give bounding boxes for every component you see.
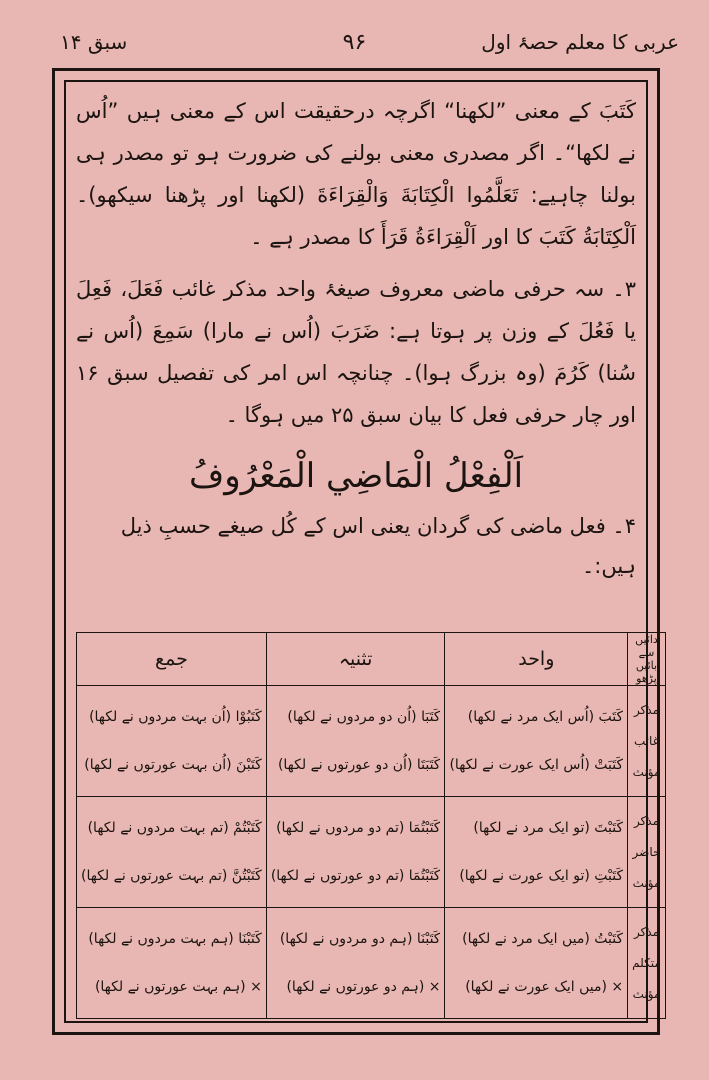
form-text: کَتَبْتُ (میں ایک مرد نے لکھا) <box>462 931 624 947</box>
page-content <box>76 90 636 596</box>
wahid-cell <box>445 797 628 908</box>
gender-label: مذکر <box>633 814 659 828</box>
wahid-cell <box>445 686 628 797</box>
gender-label: مؤنث <box>632 987 661 1001</box>
conjugation-table <box>76 632 666 1019</box>
gender-label: مذکر <box>633 703 659 717</box>
wahid-cell <box>445 908 628 1019</box>
table-row <box>77 908 666 1019</box>
book-title: عربی کا معلم حصۂ اول <box>481 30 679 54</box>
paragraph-masdar: کَتَبَ کے معنی ”لکھنا“ اگرچہ درحقیقت اس کے معنی ہیں ”اُس نے لکھا“۔ اگر مصدری معنی بولنے کی ضرورت ہو تو مصدر ہی بولنا چاہیے: تَعَلَّمُوا الْكِتَابَةَ وَالْقِرَاءَةَ (لکھنا اور پڑھنا سیکھو)۔ اَلْكِتَابَةُ کَتَبَ کا اور اَلْقِرَاءَةُ قَرَأَ کا مصدر ہے ۔ <box>76 99 636 249</box>
tasniya-cell <box>266 686 445 797</box>
form-text: کَتَبَتْ (اُس ایک عورت نے لکھا) <box>449 757 624 773</box>
person-label: متکلم <box>632 956 661 970</box>
lesson-label: سبق ۱۴ <box>60 30 128 54</box>
form-text: کَتَبْتُنَّ (تم بہت عورتوں نے لکھا) <box>81 868 262 884</box>
form-text: × (ہم بہت عورتوں نے لکھا) <box>94 979 262 995</box>
header-wahid: واحد <box>445 633 628 686</box>
tasniya-cell <box>266 908 445 1019</box>
section-heading: اَلْفِعْلُ الْمَاضِي الْمَعْرُوفُ <box>188 456 524 496</box>
corner-header: دائیں سے بائیں پڑھو <box>628 633 666 686</box>
tasniya-cell <box>266 797 445 908</box>
person-cell <box>628 686 666 797</box>
form-text: کَتَبْتِ (تو ایک عورت نے لکھا) <box>459 868 624 884</box>
table-row <box>77 797 666 908</box>
page-number: ۹۶ <box>342 30 367 55</box>
header-jama: جمع <box>77 633 267 686</box>
person-label: حاضر <box>632 845 661 859</box>
form-text: × (میں ایک عورت نے لکھا) <box>465 979 624 995</box>
gender-label: مؤنث <box>632 876 661 890</box>
form-text: کَتَبْتُمَا (تم دو مردوں نے لکھا) <box>276 820 441 836</box>
form-text: کَتَبُوْا (اُن بہت مردوں نے لکھا) <box>89 709 262 725</box>
header-tasniya: تثنیہ <box>266 633 445 686</box>
form-text: کَتَبَا (اُن دو مردوں نے لکھا) <box>287 709 441 725</box>
person-cell <box>628 908 666 1019</box>
table-header-row <box>77 633 666 686</box>
form-text: کَتَبْنَا (ہم بہت مردوں نے لکھا) <box>88 931 262 947</box>
form-text: کَتَبْتَ (تو ایک مرد نے لکھا) <box>473 820 624 836</box>
form-text: کَتَبَ (اُس ایک مرد نے لکھا) <box>467 709 624 725</box>
jama-cell <box>77 686 267 797</box>
gender-label: مذکر <box>633 925 659 939</box>
paragraph-3: ۳۔ سہ حرفی ماضی معروف صیغۂ واحد مذکر غائب فَعَلَ، فَعِلَ یا فَعُلَ کے وزن پر ہوتا ہے: ضَرَبَ (اُس نے مارا) سَمِعَ (اُس نے سُنا) کَرُمَ (وہ بزرگ ہوا)۔ چنانچہ اس امر کی تفصیل سبق ۱۶ اور چار حرفی فعل کا بیان سبق ۲۵ میں ہوگا ۔ <box>76 277 636 427</box>
form-text: کَتَبْتُمَا (تم دو عورتوں نے لکھا) <box>270 868 441 884</box>
form-text: کَتَبَتَا (اُن دو عورتوں نے لکھا) <box>277 757 441 773</box>
jama-cell <box>77 797 267 908</box>
form-text: کَتَبْتُمْ (تم بہت مردوں نے لکھا) <box>87 820 262 836</box>
table-row <box>77 686 666 797</box>
jama-cell <box>77 908 267 1019</box>
person-cell <box>628 797 666 908</box>
form-text: کَتَبْنَ (اُن بہت عورتوں نے لکھا) <box>84 757 262 773</box>
form-text: × (ہم دو عورتوں نے لکھا) <box>286 979 441 995</box>
form-text: کَتَبْنَا (ہم دو مردوں نے لکھا) <box>279 931 441 947</box>
paragraph-4: ۴۔ فعل ماضی کی گردان یعنی اس کے کُل صیغے حسبِ ذیل ہیں:۔ <box>120 514 636 578</box>
person-label: غائب <box>633 734 659 748</box>
gender-label: مؤنث <box>632 765 661 779</box>
